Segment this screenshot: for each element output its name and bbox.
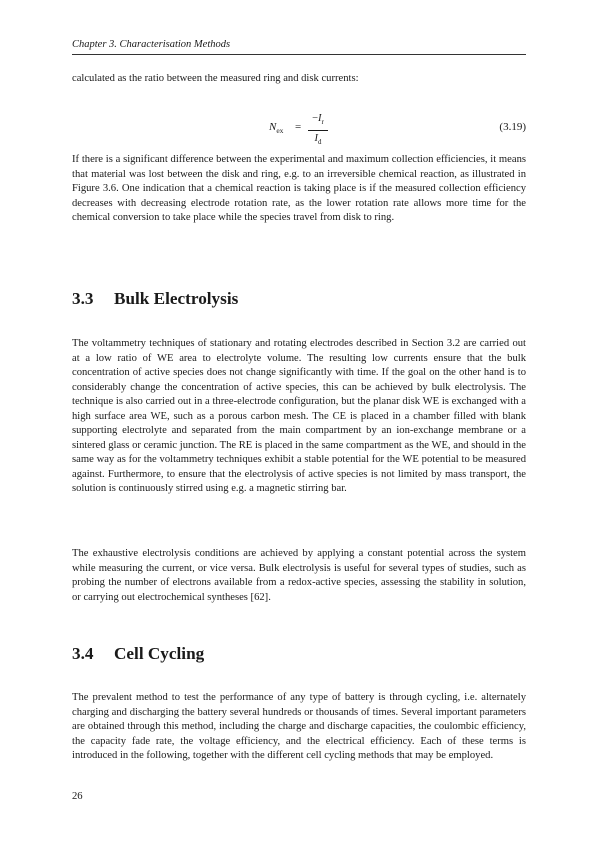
- equation-numerator: $-I_r$: [312, 113, 324, 127]
- equation-3-19: [72, 112, 526, 148]
- section-heading-bulk-electrolysis: [72, 289, 526, 309]
- section-number: 3.4: [72, 644, 94, 663]
- section-title: Cell Cycling: [114, 644, 205, 663]
- paragraph-intro: calculated as the ratio between the measured ring and disk currents:: [72, 73, 359, 84]
- fraction-bar: [308, 130, 328, 131]
- equation-fraction: [308, 112, 328, 149]
- section-title: Bulk Electrolysis: [114, 289, 239, 308]
- section-number: 3.3: [72, 289, 94, 308]
- header-rule: [72, 54, 526, 55]
- paragraph-bulk-electrolysis-2: The exhaustive electrolysis conditions are achieved by applying a constant potential across the system while measuring the current, or vice versa. Bulk electrolysis is useful for several types of studies, such as probing the number of electrons available from a redox-active species, assessing the stability in solution, or carrying out electrochemical syntheses [62].: [72, 548, 526, 603]
- paragraph-bulk-electrolysis-1: The voltammetry techniques of stationary and rotating electrodes described in Section 3.2 are carried out at a low ratio of WE area to electrolyte volume. The resulting low currents ensure that the bulk concentration of active species does not change significantly with time. If the goal on the other hand is to considerably change the concentration of active species, this can be achieved by bulk electrolysis. The technique is also carried out in a three-electrode configuration, but the planar disk WE is exchanged with a high surface area WE, such as a porous carbon mesh. The CE is placed in a chamber filled with blank supporting electrolyte and separated from the main compartment by an ion-exchange membrane or a sintered glass or ceramic junction. The RE is placed in the same compartment as the WE, and should in the same way as for the voltammetry techniques exhibit a stable potential for the WE potential to be measured against. Furthermore, to ensure that the electrolysis of active species is not limited by mass transport, the solution is continuously stirred using e.g. a magnetic stirring bar.: [72, 338, 526, 495]
- section-heading-cell-cycling: [72, 644, 526, 664]
- equation-denominator: $I_d$: [314, 133, 322, 147]
- equation-equals: =: [295, 121, 302, 133]
- paragraph-collection-efficiency: If there is a significant difference between the experimental and maximum collection efficiencies, it means that material was lost between the disk and ring, e.g. to an irreversible chemical reaction, as illustrated in Figure 3.6. One indication that a chemical reaction is taking place is if the measured collection efficiency decreases with decreasing electrode rotation rate, as the lower rotation rate allows more time for the chemical conversion to take place while the species travel from disk to ring.: [72, 154, 526, 224]
- page-number: 26: [72, 791, 83, 802]
- paragraph-cell-cycling: The prevalent method to test the performance of any type of battery is through cycling, i.e. alternately charging and discharging the battery several hundreds or thousands of times. Several important parameters are obtained through this method, including the charge and discharge capacities, the coulombic efficiency, the capacity fade rate, the voltage efficiency, and the electrical efficiency. Each of these terms is introduced in the following, together with the different cell cycling methods that may be employed.: [72, 692, 526, 762]
- equation-number: (3.19): [499, 121, 526, 133]
- running-head: Chapter 3. Characterisation Methods: [72, 39, 231, 50]
- equation-lhs: $N_{ex}$: [269, 121, 284, 136]
